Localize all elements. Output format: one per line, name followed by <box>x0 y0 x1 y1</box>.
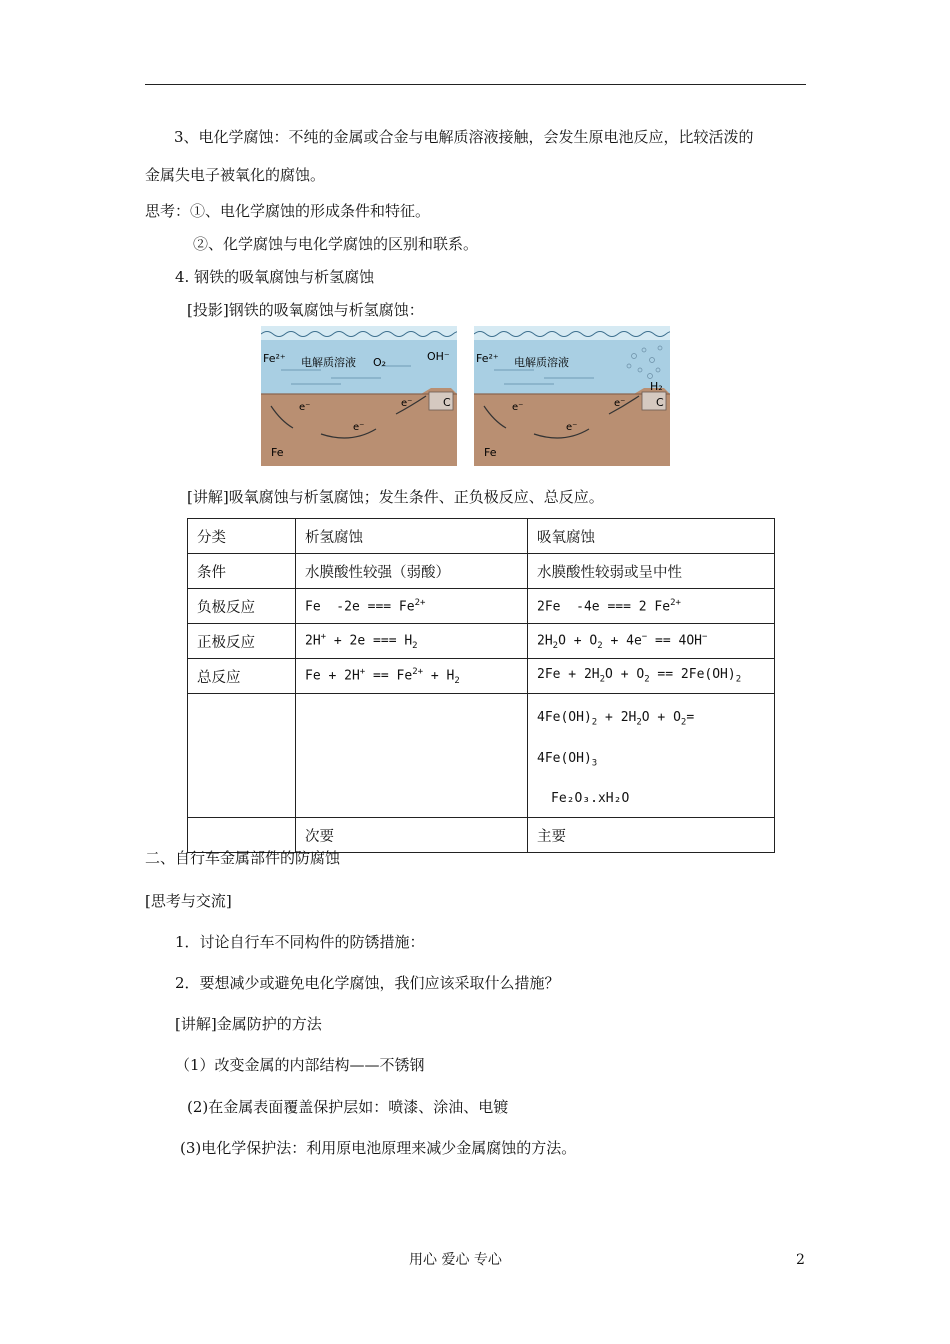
oxygen-corrosion-figure <box>261 326 457 466</box>
table-cell: 2Fe -4e === 2 $Fe^{2+}$ <box>528 589 775 624</box>
hydroxide-label: OH⁻ <box>427 350 450 363</box>
fe-ion-label: Fe²⁺ <box>263 352 286 365</box>
table-cell <box>188 694 296 818</box>
table-row <box>188 589 775 624</box>
method-3: (3)电化学保护法：利用原电池原理来减少金属腐蚀的方法。 <box>180 1139 577 1157</box>
explain-label: [讲解]吸氧腐蚀与析氢腐蚀；发生条件、正负极反应、总反应。 <box>187 488 604 506</box>
electron-label-1: e⁻ <box>512 402 524 413</box>
table-cell: 2H+ + 2e === $H_2$ <box>296 624 528 659</box>
page-number: 2 <box>796 1252 805 1268</box>
table-cell: 正极反应 <box>188 624 296 659</box>
method-1: （1）改变金属的内部结构——不锈钢 <box>175 1056 425 1074</box>
rust-formula: Fe₂O₃.xH₂O <box>551 791 630 807</box>
table-cell: 分类 <box>188 519 296 554</box>
electrolyte-label: 电解质溶液 <box>514 356 569 369</box>
table-cell: 条件 <box>188 554 296 589</box>
table-cell: 析氢腐蚀 <box>296 519 528 554</box>
section-4-heading: 4. 钢铁的吸氧腐蚀与析氢腐蚀 <box>175 268 375 286</box>
corrosion-comparison-table <box>187 518 775 853</box>
paragraph-electrochemical-corrosion: 3、电化学腐蚀：不纯的金属或合金与电解质溶液接触，会发生原电池反应，比较活泼的 <box>174 128 754 146</box>
question-2: 2．要想减少或避免电化学腐蚀，我们应该采取什么措施？ <box>175 974 560 992</box>
table-row <box>188 519 775 554</box>
table-row <box>188 624 775 659</box>
table-cell: 吸氧腐蚀 <box>528 519 775 554</box>
table-cell <box>296 694 528 818</box>
electron-label-1: e⁻ <box>299 402 311 413</box>
table-row <box>188 659 775 694</box>
table-cell: 水膜酸性较强（弱酸） <box>296 554 528 589</box>
table-row <box>188 694 775 818</box>
question-1: 1．讨论自行车不同构件的防锈措施： <box>175 933 425 951</box>
electrolyte-label: 电解质溶液 <box>301 356 356 369</box>
iron-label: Fe <box>271 446 284 459</box>
hydrogen-corrosion-figure <box>474 326 670 466</box>
discuss-label: [思考与交流] <box>145 892 232 910</box>
footer-slogan: 用心 爱心 专心 <box>409 1252 502 1268</box>
carbon-label: C <box>656 396 664 409</box>
explain-protection: [讲解]金属防护的方法 <box>175 1015 322 1033</box>
electron-label-3: e⁻ <box>401 398 413 409</box>
fe-ion-label: Fe²⁺ <box>476 352 499 365</box>
iron-label: Fe <box>484 446 497 459</box>
table-cell: $2H_2O + O_2 + 4e^- == 4OH^-$ <box>528 624 775 659</box>
hydrogen-label: H₂ <box>650 380 663 393</box>
carbon-label: C <box>443 396 451 409</box>
table-cell: $4Fe(OH)_2 + 2H_2O + O_2=$ $4Fe(OH)_3$ Fe₂O₃.xH₂O <box>528 694 775 818</box>
oxygen-label: O₂ <box>373 356 387 369</box>
header-rule <box>145 84 806 85</box>
table-row <box>188 554 775 589</box>
think-item-1: 思考：①、电化学腐蚀的形成条件和特征。 <box>145 202 431 220</box>
electron-label-3: e⁻ <box>614 398 626 409</box>
method-2: (2)在金属表面覆盖保护层如：喷漆、涂油、电镀 <box>187 1098 509 1116</box>
section-2-heading: 二、自行车金属部件的防腐蚀 <box>145 849 341 867</box>
table-cell: $2Fe + 2H_2O + O_2 == 2Fe(OH)_2$ <box>528 659 775 694</box>
electron-label-2: e⁻ <box>566 422 578 433</box>
table-cell: Fe -2e === $Fe^{2+}$ <box>296 589 528 624</box>
table-cell: 主要 <box>528 818 775 853</box>
paragraph-electrochemical-corrosion-cont: 金属失电子被氧化的腐蚀。 <box>145 166 326 184</box>
table-cell: $Fe + 2H^+ == Fe^{2+} + H_2$ <box>296 659 528 694</box>
table-cell: 次要 <box>296 818 528 853</box>
table-cell: 负极反应 <box>188 589 296 624</box>
projection-label: [投影]钢铁的吸氧腐蚀与析氢腐蚀： <box>187 301 424 319</box>
table-cell: 总反应 <box>188 659 296 694</box>
table-cell: 水膜酸性较弱或呈中性 <box>528 554 775 589</box>
electron-label-2: e⁻ <box>353 422 365 433</box>
think-item-2: ②、化学腐蚀与电化学腐蚀的区别和联系。 <box>193 235 479 253</box>
